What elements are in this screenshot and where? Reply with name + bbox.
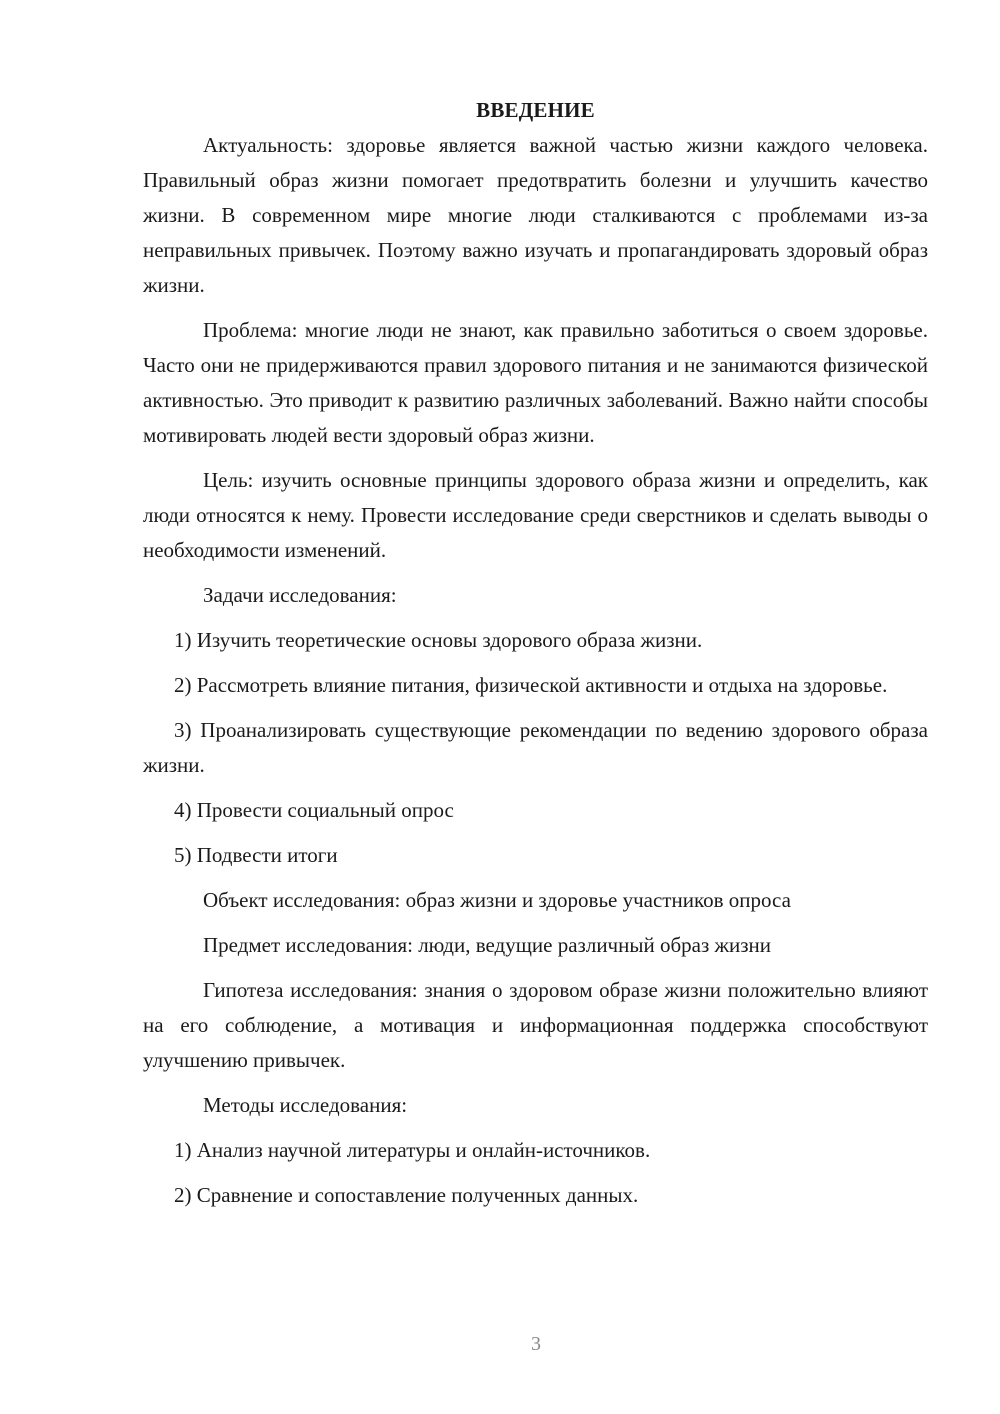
task-item-4: 4) Провести социальный опрос bbox=[174, 798, 454, 822]
method-item-2: 2) Сравнение и сопоставление полученных данных. bbox=[174, 1183, 639, 1207]
method-item-1: 1) Анализ научной литературы и онлайн-источников. bbox=[174, 1138, 651, 1162]
task-item-3: 3) Проанализировать существующие рекомендации по ведению здорового образа жизни. bbox=[143, 718, 928, 777]
document-body bbox=[143, 92, 928, 1213]
relevance-paragraph: Актуальность: здоровье является важной частью жизни каждого человека. Правильный образ жизни помогает предотвратить болезни и улучшить качество жизни. В современном мире многие люди сталкиваются с проблемами из-за неправильных привычек. Поэтому важно изучать и пропагандировать здоровый образ жизни. bbox=[143, 133, 928, 297]
page-number: 3 bbox=[531, 1333, 541, 1355]
goal-paragraph: Цель: изучить основные принципы здорового образа жизни и определить, как люди относятся к нему. Провести исследование среди сверстников и сделать выводы о необходимости изменений. bbox=[143, 468, 928, 562]
object-line: Объект исследования: образ жизни и здоровье участников опроса bbox=[203, 888, 791, 912]
task-item-2: 2) Рассмотреть влияние питания, физической активности и отдыха на здоровье. bbox=[174, 673, 888, 697]
subject-line: Предмет исследования: люди, ведущие различный образ жизни bbox=[203, 933, 772, 957]
task-item-5: 5) Подвести итоги bbox=[174, 843, 338, 867]
task-item-1: 1) Изучить теоретические основы здорового образа жизни. bbox=[174, 628, 703, 652]
section-title: ВВЕДЕНИЕ bbox=[476, 98, 595, 122]
problem-paragraph: Проблема: многие люди не знают, как правильно заботиться о своем здоровье. Часто они не придерживаются правил здорового питания и не занимаются физической активностью. Это приводит к развитию различных заболеваний. Важно найти способы мотивировать людей вести здоровый образ жизни. bbox=[143, 318, 928, 447]
tasks-heading: Задачи исследования: bbox=[203, 583, 397, 607]
methods-heading: Методы исследования: bbox=[203, 1093, 408, 1117]
hypothesis-paragraph: Гипотеза исследования: знания о здоровом образе жизни положительно влияют на его соблюдение, а мотивация и информационная поддержка способствуют улучшению привычек. bbox=[143, 978, 928, 1072]
